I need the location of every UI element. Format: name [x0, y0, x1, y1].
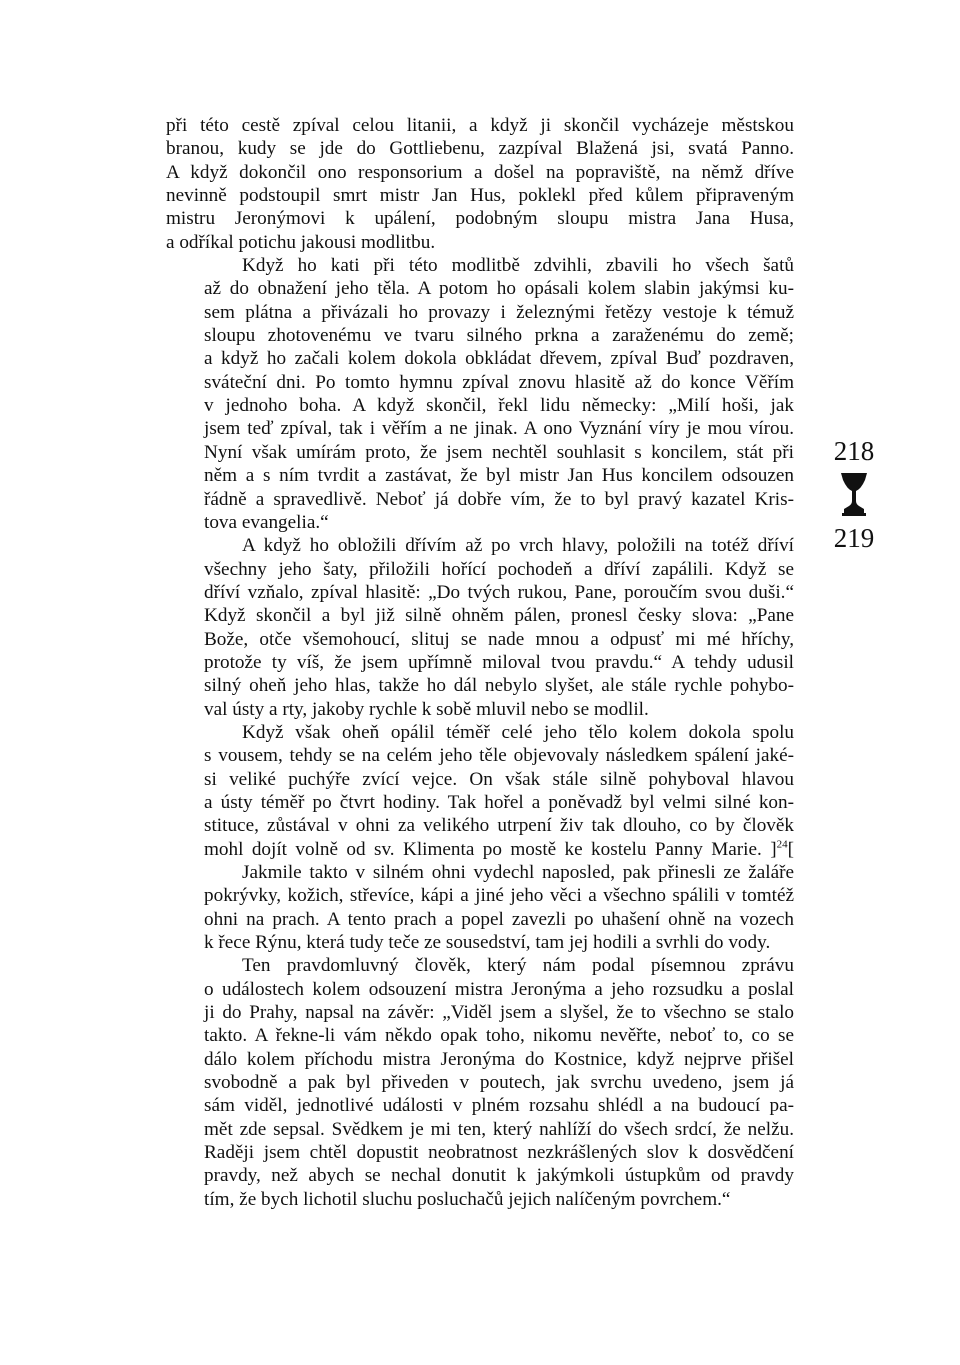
- text-line: v jednoho boha. A když skončil, řekl lidu německy: „Milí hoši, jak: [204, 395, 794, 417]
- text-line: ohni na prach. A tento prach a popel zavezli po uhašení ohně na vozech: [204, 908, 794, 930]
- text-line: až do obnažení jeho těla. A potom ho opásali kolem slabin jakýmsi ku-: [204, 278, 794, 300]
- text-line: něm a s ním tvrdit a zastávat, že byl mistr Jan Hus koncilem odsouzen: [204, 465, 794, 487]
- text-line: jsem teď zpíval, tak i věřím a ne jinak. A ono Vyznání víry je mou vírou.: [204, 418, 794, 440]
- text-line: Když skončil a byl již silně ohněm pálen, pronesl česky slova: „Pane: [204, 605, 794, 627]
- text-line: dálo kolem příchodu mistra Jeronýma do Kostnice, když nejprve přišel: [204, 1048, 794, 1070]
- text-line: s vousem, tehdy se na celém jeho těle objevovaly následkem spálení jaké-: [204, 745, 794, 767]
- text-line: val ústy a rty, jakoby rychle k sobě mluvil nebo se modlil.: [204, 698, 649, 720]
- text-line: Bože, otče všemohoucí, slituj se nade mnou a odpusť mi mé hříchy,: [204, 628, 794, 650]
- text-line: [166, 838, 794, 861]
- text-line: a když ho začali kolem dokola obkládat dřevem, zpíval Buď pozdraven,: [204, 348, 794, 370]
- chalice-icon: [839, 471, 869, 517]
- text-line: Nyní však umírám proto, že jsem nechtěl souhlasit s koncilem, stát při: [204, 441, 794, 463]
- text-line: Když ho kati při této modlitbě zdvihli, zbavili ho všech šatů: [242, 255, 794, 277]
- bracket-mark: [: [787, 838, 794, 860]
- text-line: mistru Jeronýmovi k upálení, podobným sloupu mistra Jana Husa,: [166, 208, 794, 230]
- text-line: Jakmile takto v silném ohni vydechl naposled, pak přinesli ze žaláře: [242, 862, 794, 883]
- text-line: a odříkal potichu jakousi modlitbu.: [166, 231, 436, 253]
- text-line: sváteční dni. Po tomto hymnu zpíval znovu hlasitě až do konce Věřím: [204, 371, 794, 393]
- text-line: a ústy téměř po čtvrt hodiny. Tak hořel a poněvadž byl velmi silné kon-: [204, 791, 794, 813]
- text-line: všechny jeho šaty, přiložili hořící pochodeň a dříví zapálili. Když se: [204, 558, 794, 580]
- text-line: nevinně podstoupil smrt mistr Jan Hus, poklekl před kůlem připraveným: [166, 185, 794, 207]
- text-line-content: mohl dojít volně od sv. Klimenta po mostě ke kostelu Panny Marie. ]: [204, 838, 777, 860]
- paragraph-5: [166, 861, 794, 954]
- text-line: pokrývky, kožich, střevíce, kápi a jiné jeho věci a všechno spálili v tomtéž: [204, 885, 794, 907]
- text-line: ji do Prahy, napsal na závěr: „Viděl jsem a slyšel, že to všechno se stalo: [204, 1002, 794, 1024]
- text-line: Když však oheň opálil téměř celé jeho tělo kolem dokola spolu: [242, 721, 794, 743]
- text-line: sem plátna a přivázali ho provazy i železnými řetězy vestoje k témuž: [204, 301, 794, 323]
- text-line: dříví vzňalo, zpíval hlasitě: „Do tvých rukou, Pane, poroučím svou duši.“: [204, 581, 794, 603]
- page-number-left: 218: [833, 436, 875, 466]
- text-line: k řece Rýnu, která tudy teče ze sousedství, tam jej hodili a svrhli do vody.: [204, 932, 771, 954]
- text-line: sám viděl, jednotlivé události v plném rozsahu shlédl a na budoucí pa-: [204, 1095, 794, 1117]
- text-line: při této cestě zpíval celou litanii, a když ji skončil vycházeje městskou: [166, 115, 794, 136]
- text-line: pravdy, než abych se nechal donutit k jakýmkoli ústupkům od pravdy: [204, 1165, 794, 1187]
- text-line: o událostech kolem odsouzení mistra Jeronýma a jeho rozsudku a poslal: [204, 978, 794, 1000]
- text-line: tova evangelia.“: [204, 511, 329, 533]
- text-line: řádně a spravedlivě. Neboť já dobře vím, že to byl pravý kazatel Kris-: [204, 488, 794, 510]
- text-line: svobodně a pak byl přiveden v poutech, jak svrchu uvedeno, jsem já: [204, 1072, 794, 1094]
- text-line: tím, že bych lichotil sluchu posluchačů jejich nalíčeným povrchem.“: [204, 1188, 731, 1210]
- paragraph-1: [166, 114, 794, 254]
- text-line: silný oheň jeho hlas, takže ho dál nebylo slyšet, ale stále rychle pohybo-: [204, 675, 794, 697]
- text-line: stituce, zůstával v ohni za velikého utrpení živ tak dlouho, co by člověk: [204, 815, 794, 837]
- paragraph-3: [166, 534, 794, 721]
- footnote-marker: 24: [776, 838, 788, 851]
- text-line: mět zde sepsal. Svědkem je mi ten, který nahlíží do všech srdcí, že nelžu.: [204, 1118, 794, 1140]
- text-line: si veliké puchýře zvící vejce. On však stále silně pohyboval hlavou: [204, 768, 794, 790]
- paragraph-2: [166, 254, 794, 534]
- page-number-right: 219: [833, 523, 875, 553]
- paragraph-4: [166, 721, 794, 861]
- text-line: A když dokončil ono responsorium a došel na popraviště, na němž dříve: [166, 161, 794, 183]
- text-line: branou, kudy se jde do Gottliebenu, zazpíval Blažená jsi, svatá Panno.: [166, 138, 794, 160]
- text-line: sloupu zhotovenému ve tvaru silného prkna a zaraženému do země;: [204, 325, 794, 347]
- text-line: Ten pravdomluvný člověk, který nám podal písemnou zprávu: [242, 955, 794, 977]
- text-line: Raději jsem chtěl dopustit neobratnost nezkrášlených slov k dosvědčení: [204, 1142, 794, 1164]
- page-number-marker: [818, 438, 890, 552]
- text-line: protože ty víš, že jsem upřímně miloval tvou pravdu.“ A tehdy udusil: [204, 651, 794, 673]
- main-text: [166, 114, 794, 1211]
- text-line: A když ho obložili dřívím až po vrch hlavy, položili na totéž dříví: [242, 535, 794, 557]
- paragraph-6: [166, 954, 794, 1211]
- text-line: takto. A řekne-li vám někdo opak toho, nikomu nevěřte, neboť to, co se: [204, 1025, 794, 1047]
